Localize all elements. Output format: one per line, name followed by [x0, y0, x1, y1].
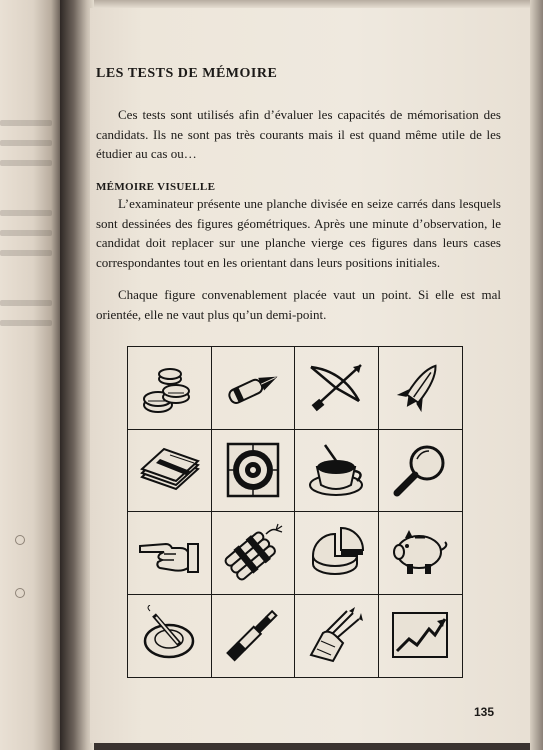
left-page-text-line	[0, 320, 52, 326]
pointing-hand-icon	[136, 522, 202, 584]
left-page-text-line	[0, 300, 52, 306]
banknote-bundle-icon	[136, 439, 202, 501]
grid-cell	[212, 347, 296, 430]
section-title: MÉMOIRE VISUELLE	[96, 181, 216, 193]
grid-cell	[379, 430, 463, 513]
hand-holding-arrows-icon	[303, 605, 369, 667]
binding-ring	[15, 535, 25, 545]
grid-cell	[295, 430, 379, 513]
cigarette-ashtray-icon	[136, 605, 202, 667]
grid-cell	[295, 347, 379, 430]
left-page-text-line	[0, 140, 52, 146]
grid-cell	[128, 595, 212, 678]
telescope-icon	[220, 605, 286, 667]
pie-chart-icon	[303, 522, 369, 584]
grid-cell	[128, 512, 212, 595]
intro-paragraph: Ces tests sont utilisés afin d’évaluer les capacités de mémorisation des candidats. Ils ne sont pas très courants mais il est quand même utile de les étudier au cas ou…	[96, 107, 501, 161]
left-page-text-line	[0, 250, 52, 256]
grid-cell	[212, 512, 296, 595]
grid-cell	[295, 595, 379, 678]
left-page-text-line	[0, 120, 52, 126]
page-heading: LES TESTS DE MÉMOIRE	[96, 66, 278, 81]
page-right-edge	[530, 0, 543, 750]
grid-cell	[379, 512, 463, 595]
grid-cell	[212, 595, 296, 678]
dynamite-icon	[220, 522, 286, 584]
grid-cell	[128, 430, 212, 513]
left-page-text-line	[0, 160, 52, 166]
left-page	[0, 0, 60, 750]
crossbow-icon	[303, 357, 369, 419]
grid-cell	[295, 512, 379, 595]
piggy-bank-icon	[387, 522, 453, 584]
rocket-icon	[387, 357, 453, 419]
page-number: 135	[474, 705, 495, 719]
page-top-edge	[60, 0, 543, 8]
fountain-pen-icon	[220, 357, 286, 419]
coffee-cup-icon	[303, 439, 369, 501]
scoring-paragraph: Chaque figure convenablement placée vaut un point. Si elle est mal orientée, elle ne vaut plus qu’un demi-point.	[96, 287, 501, 322]
coins-stack-icon	[136, 357, 202, 419]
binding-ring	[15, 588, 25, 598]
left-page-text-line	[0, 210, 52, 216]
grid-cell	[379, 347, 463, 430]
book-gutter	[60, 0, 94, 750]
description-paragraph: L’examinateur présente une planche divisée en seize carrés dans lesquels sont dessinées des figures géométriques. Après une minute d’observation, le candidat doit replacer sur une planche vierge ces figures dans leurs cases correspondantes tout en les orientant dans leurs positions initiales.	[96, 196, 501, 270]
figure-grid	[127, 346, 463, 678]
grid-cell	[379, 595, 463, 678]
grid-cell	[128, 347, 212, 430]
rising-chart-icon	[387, 605, 453, 667]
left-page-text-line	[0, 230, 52, 236]
grid-cell	[212, 430, 296, 513]
target-icon	[220, 439, 286, 501]
magnifying-glass-icon	[387, 439, 453, 501]
